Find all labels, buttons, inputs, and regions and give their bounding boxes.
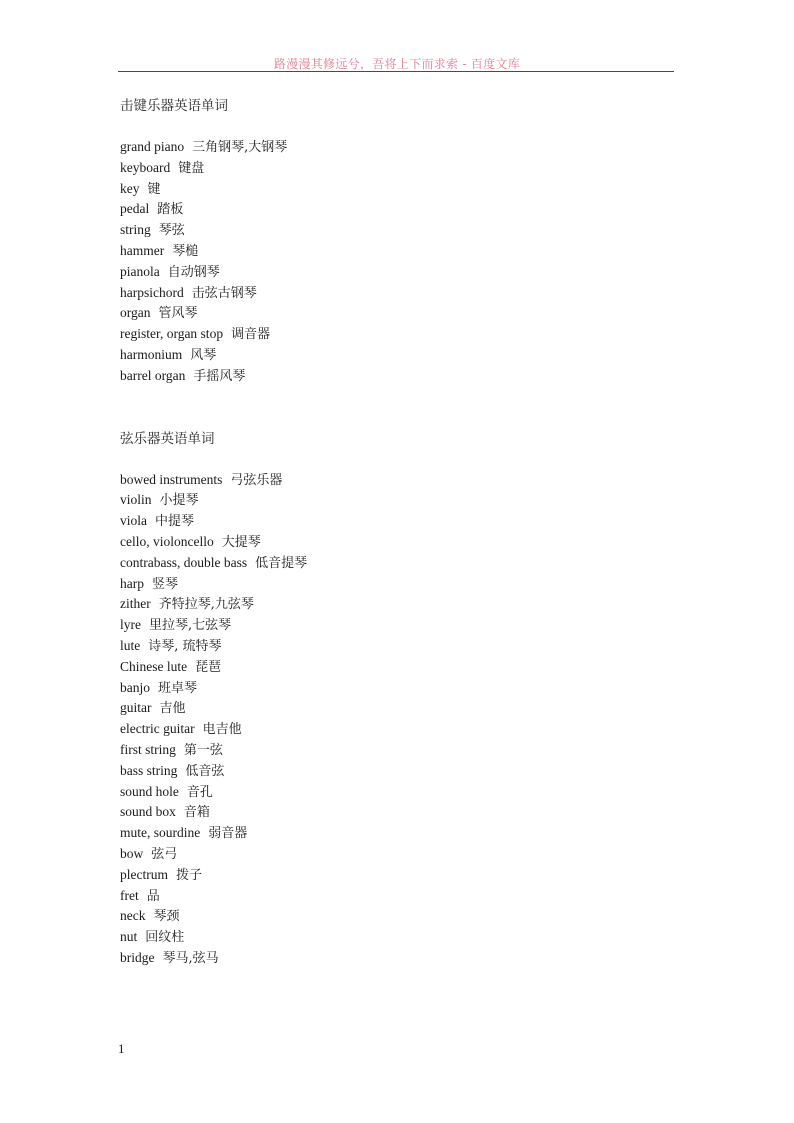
english-term: key [120,180,140,196]
document-body [120,96,680,969]
english-term: neck [120,908,146,924]
vocabulary-entry [120,490,680,511]
chinese-term: 弱音器 [208,826,248,842]
page-header-watermark: 路漫漫其修远兮，吾将上下而求索 - 百度文库 [273,57,521,71]
vocabulary-entry [120,324,680,345]
chinese-term: 大提琴 [221,534,261,550]
english-term: nut [120,929,138,945]
english-term: string [120,222,151,238]
vocabulary-entry [120,740,680,761]
section-keyboard-instruments [120,96,680,387]
chinese-term: 琴颈 [153,909,180,925]
chinese-term: 弓弦乐器 [230,472,283,488]
vocabulary-entry [120,698,680,719]
vocabulary-entry [120,948,680,969]
chinese-term: 中提琴 [155,514,195,530]
english-term: banjo [120,679,150,695]
english-term: zither [120,596,151,612]
chinese-term: 音箱 [183,805,210,821]
chinese-term: 击弦古钢琴 [191,285,257,301]
chinese-term: 小提琴 [159,493,199,509]
vocabulary-entry [120,137,680,158]
chinese-term: 踏板 [157,202,184,218]
vocabulary-entry [120,906,680,927]
english-term: contrabass, double bass [120,554,248,570]
chinese-term: 吉他 [159,701,186,717]
english-term: keyboard [120,159,171,175]
chinese-term: 琴马,弦马 [162,950,219,966]
english-term: harmonium [120,346,183,362]
vocabulary-entry [120,636,680,657]
english-term: violin [120,492,152,508]
vocabulary-list [120,470,680,969]
vocabulary-entry [120,345,680,366]
vocabulary-entry [120,511,680,532]
section-title: 弦乐器英语单词 [120,430,215,447]
vocabulary-entry [120,283,680,304]
vocabulary-entry [120,865,680,886]
vocabulary-entry [120,532,680,553]
vocabulary-entry [120,802,680,823]
chinese-term: 键 [147,181,161,197]
chinese-term: 三角钢琴,大钢琴 [192,140,288,155]
section-title: 击键乐器英语单词 [120,98,228,114]
vocabulary-entry [120,657,680,678]
chinese-term: 第一弦 [183,742,223,758]
chinese-term: 自动钢琴 [167,264,220,280]
english-term: hammer [120,242,165,258]
chinese-term: 诗琴, 琉特琴 [148,638,222,654]
english-term: lyre [120,617,141,633]
vocabulary-entry [120,594,680,615]
english-term: guitar [120,700,152,716]
english-term: cello, violoncello [120,533,214,549]
english-term: grand piano [120,139,185,154]
english-term: harp [120,575,144,591]
chinese-term: 弦弓 [151,846,178,862]
english-term: plectrum [120,866,168,882]
english-term: harpsichord [120,284,184,300]
vocabulary-entry [120,823,680,844]
vocabulary-entry [120,470,680,491]
chinese-term: 品 [146,888,160,904]
chinese-term: 竖琴 [152,576,179,592]
vocabulary-entry [120,615,680,636]
english-term: lute [120,637,141,653]
english-term: sound box [120,804,176,820]
vocabulary-entry [120,886,680,907]
english-term: bridge [120,949,155,965]
english-term: viola [120,513,147,529]
chinese-term: 齐特拉琴,九弦琴 [158,597,254,613]
chinese-term: 里拉琴,七弦琴 [149,618,232,634]
section-string-instruments [120,429,680,969]
vocabulary-entry [120,782,680,803]
chinese-term: 琴弦 [158,223,185,239]
english-term: first string [120,741,176,757]
vocabulary-entry [120,241,680,262]
english-term: sound hole [120,783,179,799]
chinese-term: 音孔 [186,784,213,800]
english-term: bass string [120,762,178,778]
chinese-term: 管风琴 [158,306,198,322]
chinese-term: 低音弦 [185,763,225,779]
vocabulary-entry [120,220,680,241]
english-term: organ [120,305,151,321]
vocabulary-entry [120,927,680,948]
english-term: barrel organ [120,367,186,383]
vocabulary-entry [120,179,680,200]
vocabulary-entry [120,553,680,574]
chinese-term: 琵琶 [195,659,222,675]
english-term: fret [120,887,139,903]
vocabulary-entry [120,574,680,595]
english-term: pianola [120,263,160,279]
chinese-term: 班卓琴 [158,680,198,696]
english-term: pedal [120,201,150,217]
vocabulary-entry [120,158,680,179]
chinese-term: 琴槌 [172,243,199,259]
header-divider [118,71,674,72]
english-term: bow [120,845,144,861]
english-term: bowed instruments [120,471,223,487]
chinese-term: 低音提琴 [255,555,308,571]
chinese-term: 电吉他 [202,722,242,738]
vocabulary-entry [120,761,680,782]
chinese-term: 风琴 [190,347,217,363]
chinese-term: 手摇风琴 [193,368,246,384]
vocabulary-entry [120,719,680,740]
vocabulary-entry [120,844,680,865]
vocabulary-entry [120,199,680,220]
english-term: electric guitar [120,721,195,737]
page-number: 1 [118,1041,125,1056]
chinese-term: 拨子 [175,867,202,883]
chinese-term: 调音器 [231,327,271,343]
chinese-term: 回纹柱 [145,930,185,946]
chinese-term: 键盘 [178,160,205,176]
vocabulary-entry [120,303,680,324]
vocabulary-entry [120,678,680,699]
english-term: mute, sourdine [120,825,201,841]
english-term: register, organ stop [120,326,224,342]
vocabulary-list [120,137,680,387]
vocabulary-entry [120,262,680,283]
english-term: Chinese lute [120,658,188,674]
vocabulary-entry [120,366,680,387]
